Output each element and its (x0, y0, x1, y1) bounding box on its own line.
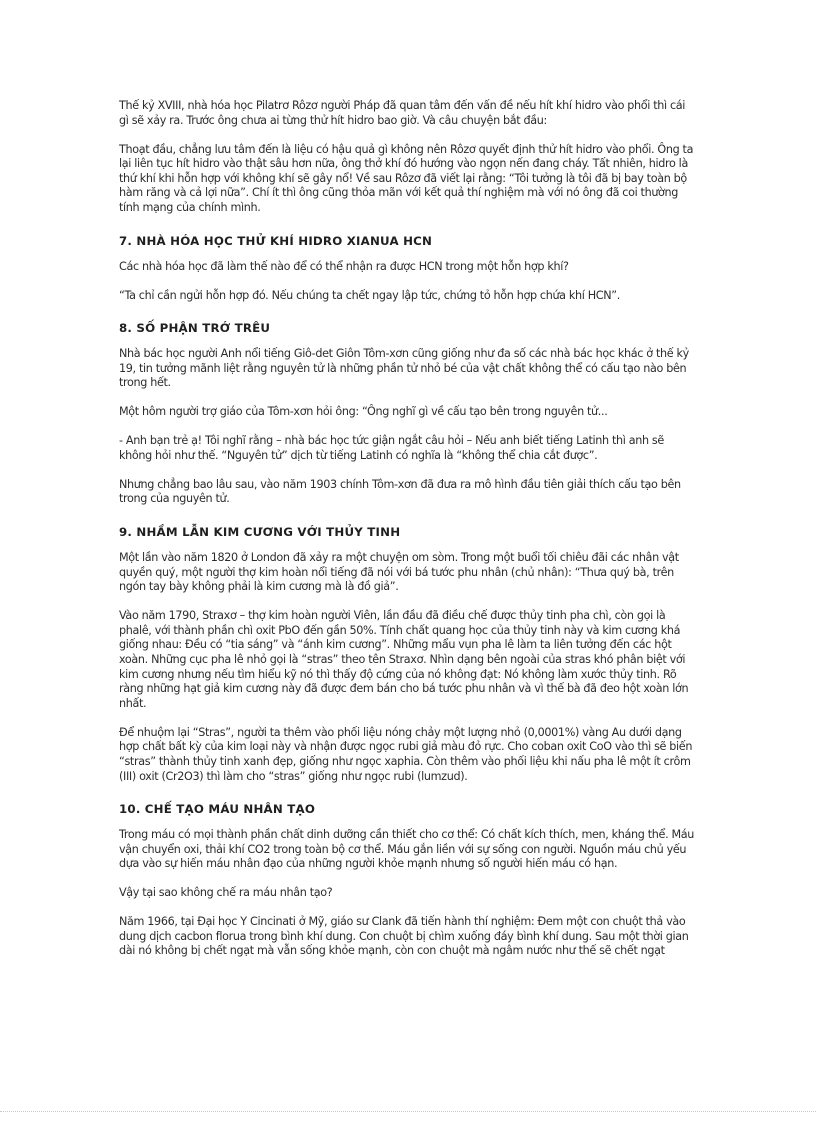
section-7-paragraph-1: Các nhà hóa học đã làm thế nào để có thể nhận ra được HCN trong một hỗn hợp khí? (119, 259, 569, 273)
section-8-paragraph-2: Một hôm người trợ giáo của Tôm-xơn hỏi ông: “Ông nghĩ gì về cấu tạo bên trong nguyên tử... (119, 405, 608, 419)
page-bottom-rule (0, 1111, 816, 1112)
section-8-heading: 8. SỐ PHẬN TRỚ TRÊU (119, 321, 271, 336)
section-10-paragraph-3: Năm 1966, tại Đại học Y Cincinati ở Mỹ, giáo sư Clank đã tiến hành thí nghiệm: Đem một con chuột thả vào dung dịch cacbon florua trong bình khí dung. Con chuột bị chìm xuống đáy bình khí dung. Sau một thời gian dài nó không bị chết ngạt mà vẫn sống khỏe mạnh, còn con chuột mà ngâm nước như thế sẽ chết ngạt (119, 915, 689, 958)
section-8-paragraph-4: Nhưng chẳng bao lâu sau, vào năm 1903 chính Tôm-xơn đã đưa ra mô hình đầu tiên giải thích cấu tạo bên trong của nguyên tử. (119, 477, 681, 506)
section-10-heading: 10. CHẾ TẠO MÁU NHÂN TẠO (119, 802, 316, 817)
intro-paragraph-2: Thoạt đầu, chẳng lưu tâm đến là liệu có hậu quả gì không nên Rôzơ quyết định thử hít hidro vào phổi. Ông ta lại liên tục hít hidro vào thật sâu hơn nữa, ông thở khí đó hướng vào ngọn nến đang cháy. Tất nhiên, hidro là thứ khí khi hỗn hợp với không khí sẽ gây nổ! Về sau Rôzơ đã viết lại rằng: “Tôi tưởng là tôi đã bị bay toàn bộ hàm răng và cả lợi nữa”. Chí ít thì ông cũng thỏa mãn với kết quả thí nghiệm mà với nó ông đã coi thường tính mạng của chính mình. (119, 142, 694, 214)
section-10-paragraph-2: Vậy tại sao không chế ra máu nhân tạo? (119, 886, 333, 900)
section-8-paragraph-3: - Anh bạn trẻ ạ! Tôi nghĩ rằng – nhà bác học tức giận ngắt câu hỏi – Nếu anh biết tiếng Latinh thì anh sẽ không hỏi như thế. “Nguyên tử” dịch từ tiếng Latinh có nghĩa là “không thể chia cắt được”. (119, 434, 664, 462)
section-9-heading: 9. NHẦM LẪN KIM CƯƠNG VỚI THỦY TINH (119, 525, 401, 540)
intro-paragraph-1: Thế kỷ XVIII, nhà hóa học Pilatrơ Rôzơ người Pháp đã quan tâm đến vấn đề nếu hít khí hidro vào phổi thì cái gì sẽ xảy ra. Trước ông chưa ai từng thử hít hidro bao giờ. Và câu chuyện bắt đầu: (119, 99, 686, 127)
section-10-paragraph-1: Trong máu có mọi thành phần chất dinh dưỡng cần thiết cho cơ thể: Có chất kích thích, men, kháng thể. Máu vận chuyển oxi, thải khí CO2 trong toàn bộ cơ thể. Máu gắn liền với sự sống con người. Nguồn máu chủ yếu dựa vào sự hiến máu nhân đạo của những người khỏe mạnh nhưng số người hiến máu có hạn. (119, 828, 695, 871)
section-7-paragraph-2: “Ta chỉ cần ngửi hỗn hợp đó. Nếu chúng ta chết ngay lập tức, chứng tỏ hỗn hợp chứa khí HCN”. (119, 288, 620, 302)
section-9-paragraph-2: Vào năm 1790, Straxơ – thợ kim hoàn người Viên, lần đầu đã điều chế được thủy tinh pha chì, còn gọi là phalê, với thành phần chì oxit PbO đến gần 50%. Tính chất quang học của thủy tinh này và kim cương khá giống nhau: Đều có “tia sáng” và “ánh kim cương”. Những mẩu vụn pha lê làm ta liên tưởng đến các hột xoàn. Những cục pha lê nhỏ gọi là “stras” theo tên Straxơ. Nhìn dạng bên ngoài của stras khó phân biệt với kim cương nhưng nếu tìm hiểu kỹ nó thì thấy độ cứng của nó không đạt: Nó không làm xước thủy tinh. Rõ ràng những hạt giả kim cương này đã được đem bán cho bá tước phu nhân và vì thế bà đã đeo hột xoàn lớn nhất. (119, 609, 689, 710)
document-page (119, 99, 695, 959)
section-8-paragraph-1: Nhà bác học người Anh nổi tiếng Giô-det Giôn Tôm-xơn cũng giống như đa số các nhà bác học khác ở thế kỷ 19, tin tưởng mãnh liệt rằng nguyên tử là những phần tử nhỏ bé của vật chất không thể có cấu tạo nào bên trong hết. (119, 347, 689, 390)
section-9-paragraph-1: Một lần vào năm 1820 ở London đã xảy ra một chuyện om sòm. Trong một buổi tối chiêu đãi các nhân vật quyền quý, một người thợ kim hoàn nổi tiếng đã nói với bá tước phu nhân (chủ nhân): “Thưa quý bà, trên ngón tay bày không phải là kim cương mà là đồ giả”. (119, 551, 679, 594)
section-9-paragraph-3: Để nhuộm lại “Stras”, người ta thêm vào phối liệu nóng chảy một lượng nhỏ (0,0001%) vàng Au dưới dạng hợp chất bất kỳ của kim loại này và nhận được ngọc rubi giả màu đỏ rực. Cho coban oxit CoO vào thì sẽ biến “stras” thành thủy tinh xanh đẹp, giống như ngọc xaphia. Còn thêm vào phối liệu khi nấu pha lê một ít crôm (III) oxit (Cr2O3) thì làm cho “stras” giống như ngọc rubi (lumzud). (119, 725, 693, 783)
section-7-heading: 7. NHÀ HÓA HỌC THỬ KHÍ HIDRO XIANUA HCN (119, 233, 433, 248)
